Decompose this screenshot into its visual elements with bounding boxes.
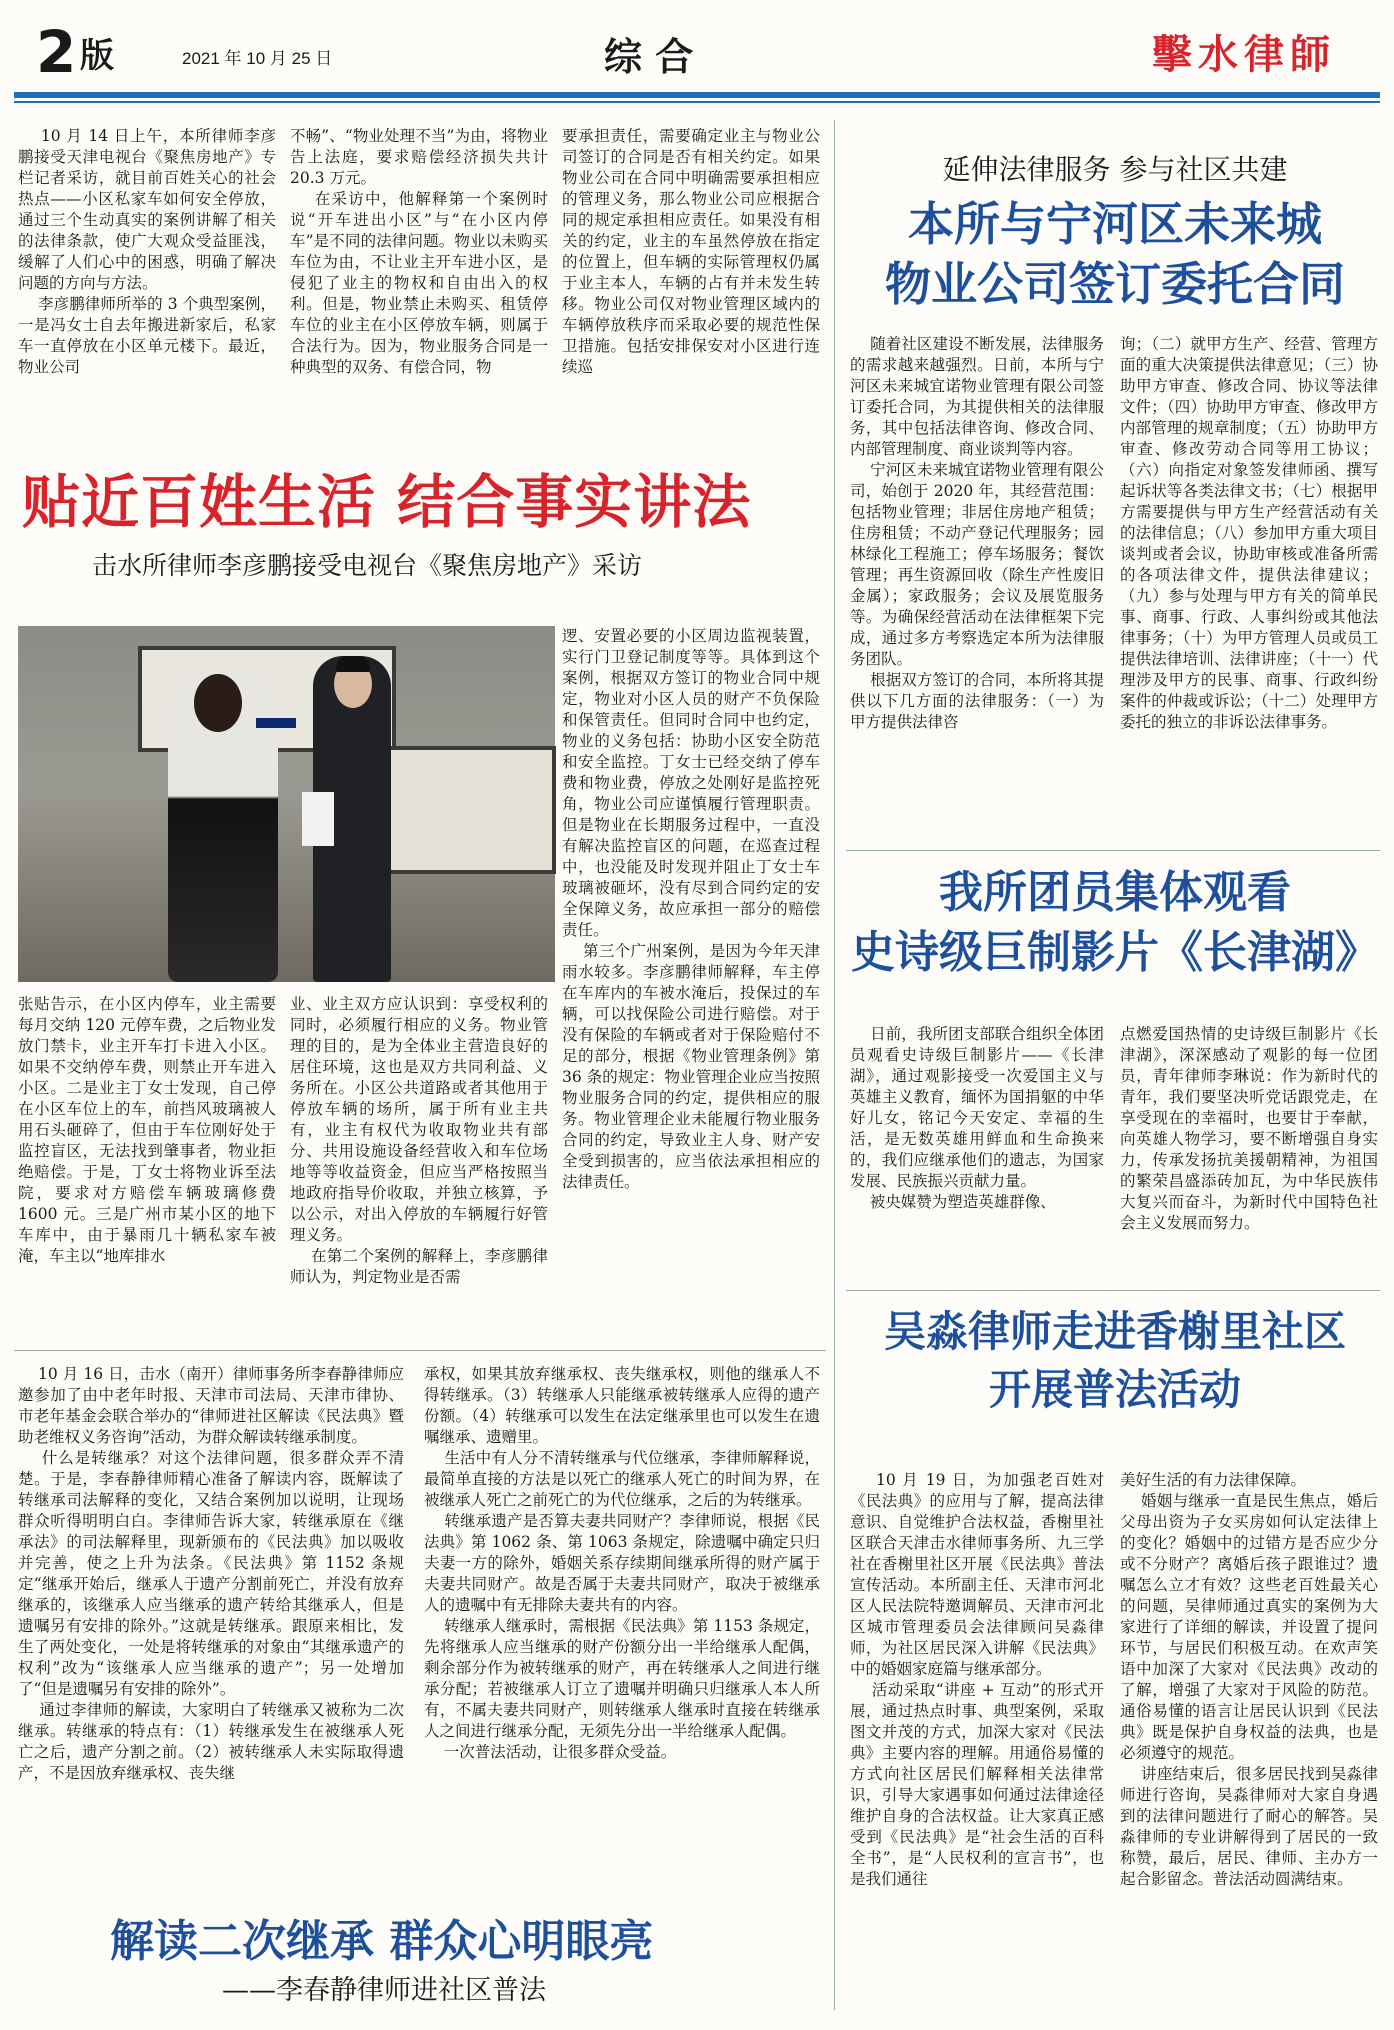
article-inheritance-title: 解读二次继承 群众心明眼亮 bbox=[110, 1916, 654, 1967]
article-inheritance-text-col2: 承权，如果其放弃继承权、丧失继承权，则他的继承人不得转继承。（3）转继承人只能继承被转继承人应得的遗产份额。（4）转继承可以发生在法定继承里也可以发生在遗嘱继承、遗赠里。 生活中有人分不清转继承与代位继承，李律师解释说，最简单直接的方法是以死亡的继承人死亡的时间为界，在被继承人死亡之前死亡的为代位继承，之后的为转继承。 转继承遗产是否算夫妻共同财产？李律师说，根据《民法典》第 1062 条、第 1063 条规定，除遗嘱中确定只归夫妻一方的除外，婚姻关系存续期间继承所得的财产属于夫妻共同财产。故是否属于夫妻共同财产，取决于被继承人的遗嘱中有无排除夫妻共有的内容。 转继承人继承时，需根据《民法典》第 1153 条规定，先将继承人应当继承的财产份额分出一半给继承人配偶，剩余部分作为被转继承的财产，再在转继承人之间进行继承分配；若被继承人订立了遗嘱并明确只归继承人本人所有，不属夫妻共同财产，则转继承人继承时直接在转继承人之间进行继承分配，无须先分出一半给继承人配偶。 一次普法活动，让很多群众受益。 bbox=[424, 1365, 820, 1761]
article-interview-text-right-col: 逻、安置必要的小区周边监视装置，实行门卫登记制度等等。具体到这个案例，根据双方签订的物业合同中规定，物业对小区人员的财产不负保险和保管责任。但同时合同中也约定，物业的义务包括：协助小区安全防范和安全监控。丁女士已经交纳了停车费和物业费，停放之处刚好是监控死角，物业公司应谨慎履行管理职责。但是物业在长期服务过程中，一直没有解决监控盲区的问题，在巡查过程中，也没能及时发现并阻止丁女士车玻璃被砸坏，没有尽到合同约定的安全保障义务，故应承担一部分的赔偿责任。 第三个广州案例，是因为今年天津雨水较多。李彦鹏律师解释，车主停在车库内的车被水淹后，投保过的车辆，可以找保险公司进行赔偿。对于没有保险的车辆或者对于保险赔付不足的部分，根据《物业管理条例》第 36 条的规定：物业管理企业应当按照物业服务合同的约定，提供相应的服务。物业管理企业未能履行物业服务合同的约定，导致业主人身、财产安全受到损害的，应当依法承担相应的法律责任。 bbox=[562, 627, 820, 1191]
article-community-title-line2: 开展普法活动 bbox=[988, 1365, 1241, 1414]
article-interview-subtitle: 击水所律师李彦鹏接受电视台《聚焦房地产》采访 bbox=[92, 551, 643, 580]
article-interview-text-top-col2: 不畅”、“物业处理不当”为由，将物业告上法庭，要求赔偿经济损失共计 20.3 万元。 在采访中，他解释第一个案例时说“开车进出小区”与“在小区内停车”是不同的法律问题。物业以未购买车位为由，不让业主开车进小区，是侵犯了业主的物权和自由出入的权利。但是，物业禁止未购买、租赁停车位的业主在小区停放车辆，则属于合法行为。因为，物业服务合同是一种典型的双务、有偿合同，物 bbox=[290, 127, 548, 376]
masthead-rule-thick bbox=[14, 92, 1380, 98]
section-title: 综 合 bbox=[604, 35, 694, 79]
page-number: 2 bbox=[36, 18, 77, 86]
article-contract-title-line2: 物业公司签订委托合同 bbox=[885, 257, 1345, 311]
article-contract-text-col2: 询；（二）就甲方生产、经营、管理方面的重大决策提供法律意见；（三）协助甲方审查、修改合同、协议等法律文件；（四）协助甲方审查、修改甲方内部管理的规章制度；（五）协助甲方审查、修改劳动合同等用工协议；（六）向指定对象签发律师函、撰写起诉状等各类法律文书；（七）根据甲方需要提供与甲方生产经营活动有关的法律信息；（八）参加甲方重大项目谈判或者会议，协助审核或准备所需的各项法律文件，提供法律建议；（九）参与处理与甲方有关的简单民事、商事、行政、人事纠纷或其他法律事务；（十）为甲方管理人员或员工提供法律培训、法律讲座；（十一）代理涉及甲方的民事、商事、行政纠纷案件的仲裁或诉讼；（十二）处理甲方委托的独立的非诉讼法律事务。 bbox=[1120, 335, 1378, 731]
article-contract-text-col1: 随着社区建设不断发展，法律服务的需求越来越强烈。日前，本所与宁河区未来城宜诺物业管理有限公司签订委托合同，为其提供相关的法律服务，其中包括法律咨询、修改合同、内部管理制度、商业谈判等内容。 宁河区未来城宜诺物业管理有限公司，始创于 2020 年，其经营范围：包括物业管理；非居住房地产租赁；住房租赁；不动产登记代理服务；园林绿化工程施工；停车场服务；餐饮管理；再生资源回收（除生产性废旧金属）；家政服务；会议及展览服务等。为确保经营活动在法律框架下完成，通过多方考察选定本所为法律服务团队。 根据双方签订的合同，本所将其提供以下几方面的法律服务：（一）为甲方提供法律咨 bbox=[850, 335, 1104, 731]
page-unit: 版 bbox=[80, 36, 114, 76]
article-movie-text-col1: 日前，我所团支部联合组织全体团员观看史诗级巨制影片——《长津湖》，通过观影接受一次爱国主义与英雄主义教育，缅怀为国捐躯的中华好儿女，铭记今天安定、幸福的生活，是无数英雄用鲜血和生命换来的，我们应继承他们的遗志，为国家发展、民族振兴贡献力量。 被央媒赞为塑造英雄群像、 bbox=[850, 1025, 1104, 1211]
divider-left-middle bbox=[14, 1350, 826, 1351]
article-movie-title-line1: 我所团员集体观看 bbox=[939, 867, 1291, 918]
article-interview-text-top-col1: 10 月 14 日上午，本所律师李彦鹏接受天津电视台《聚焦房地产》专栏记者采访，就目前百姓关心的社会热点——小区私家车如何安全停放，通过三个生动真实的案例讲解了相关的法律条款，使广大观众受益匪浅，缓解了人们心中的困惑，明确了解决问题的方向与方法。 李彦鹏律师所举的 3 个典型案例，一是冯女士自去年搬进新家后，私家车一直停放在小区单元楼下。最近，物业公司 bbox=[18, 127, 276, 376]
masthead bbox=[14, 20, 1380, 92]
article-interview-title: 贴近百姓生活 结合事实讲法 bbox=[22, 468, 752, 536]
article-interview-text-bottom-col2: 业、业主双方应认识到：享受权利的同时，必须履行相应的义务。物业管理的目的，是为全体业主营造良好的居住环境，这也是双方共同利益、义务所在。小区公共道路或者其他用于停放车辆的场所，属于所有业主共有，业主有权代为收取物业共有部分、共用设施设备经营收入和车位场地等等收益资金，但应当严格按照当地政府指导价收取，并独立核算，予以公示，对出入停放的车辆履行好管理义务。 在第二个案例的解释上，李彦鹏律师认为，判定物业是否需 bbox=[290, 995, 548, 1286]
article-movie-title-line2: 史诗级巨制影片《长津湖》 bbox=[851, 927, 1379, 978]
issue-date: 2021 年 10 月 25 日 bbox=[182, 49, 333, 68]
article-movie-text-col2: 点燃爱国热情的史诗级巨制影片《长津湖》，深深感动了观影的每一位团员，青年律师李琳说：作为新时代的青年，我们要坚决听党话跟党走，在享受现在的幸福时，也要甘于奉献，向英雄人物学习，要不断增强自身实力，传承发扬抗美援朝精神，为祖国的繁荣昌盛添砖加瓦，为中华民族伟大复兴而奋斗，为新时代中国特色社会主义发展而努力。 bbox=[1120, 1025, 1378, 1232]
brand-logo: 擊水律師 bbox=[1152, 31, 1336, 78]
divider-right-2 bbox=[846, 1290, 1380, 1291]
article-community-text-col1: 10 月 19 日，为加强老百姓对《民法典》的应用与了解，提高法律意识、自觉维护合法权益，香榭里社区联合天津击水律师事务所、九三学社在香榭里社区开展《民法典》普法宣传活动。本所副主任、天津市河北区人民法院特邀调解员、天津市河北区城市管理委员会法律顾问吴淼律师，为社区居民深入讲解《民法典》中的婚姻家庭篇与继承部分。 活动采取“讲座 + 互动”的形式开展，通过热点时事、典型案例，采取图文并茂的方式，加深大家对《民法典》主要内容的理解。用通俗易懂的方式向社区居民们解释相关法律常识，引导大家遇事如何通过法律途径维护自身的合法权益。让大家真正感受到《民法典》是“社会生活的百科全书”，是“人民权利的宣言书”，也是我们通往 bbox=[850, 1471, 1104, 1888]
article-interview-text-top-col3: 要承担责任，需要确定业主与物业公司签订的合同是否有相关约定。如果物业公司在合同中明确需要承担相应的管理义务，那么物业公司应根据合同的规定承担相应责任。如果没有相关的约定，业主的车虽然停放在指定的位置上，但车辆的实际管理权仍属于业主本人，车辆的占有并未发生转移。物业公司仅对物业管理区域内的车辆停放秩序而采取必要的规范性保卫措施。包括安排保安对小区进行连续巡 bbox=[562, 127, 820, 376]
divider-vertical-main bbox=[834, 120, 835, 2010]
masthead-rule-thin bbox=[14, 101, 1380, 103]
interview-photo bbox=[18, 626, 555, 982]
article-community-text-col2: 美好生活的有力法律保障。 婚姻与继承一直是民生焦点，婚后父母出资为子女买房如何认定法律上的变化？婚姻中的过错方是否应少分或不分财产？离婚后孩子跟谁过？遗嘱怎么立才有效？这些老百姓最关心的问题，吴律师通过真实的案例为大家进行了详细的解读，并设置了提问环节，与居民们积极互动。在欢声笑语中加深了大家对《民法典》改动的了解，增强了大家对于风险的防范。通俗易懂的语言让居民认识到《民法典》既是保护自身权益的法典，也是必须遵守的规范。 讲座结束后，很多居民找到吴淼律师进行咨询，吴淼律师对大家自身遇到的法律问题进行了耐心的解答。吴淼律师的专业讲解得到了居民的一致称赞，最后，居民、律师、主办方一起合影留念。普法活动圆满结束。 bbox=[1120, 1471, 1378, 1888]
article-contract-kicker: 延伸法律服务 参与社区共建 bbox=[942, 153, 1288, 186]
article-community-title-line1: 吴淼律师走进香榭里社区 bbox=[883, 1307, 1346, 1356]
article-inheritance-text-col1: 10 月 16 日，击水（南开）律师事务所李春静律师应邀参加了由中老年时报、天津市司法局、天津市律协、市老年基金会联合举办的“律师进社区解读《民法典》暨助老维权义务咨询”活动，为群众解读转继承制度。 什么是转继承？对这个法律问题，很多群众弄不清楚。于是，李春静律师精心准备了解读内容，既解读了转继承司法解释的变化，又结合案例加以说明，让现场群众听得明明白白。李律师告诉大家，转继承原在《继承法》的司法解释里，现新颁布的《民法典》加以吸收并完善，使之上升为法条。《民法典》第 1152 条规定“继承开始后，继承人于遗产分割前死亡，并没有放弃继承的，该继承人应当继承的遗产转给其继承人，但是遗嘱另有安排的除外。”这就是转继承。跟原来相比，发生了两处变化，一处是将转继承的对象由“其继承遗产的权利”改为“该继承人应当继承的遗产”；另一处增加了“但是遗嘱另有安排的除外”。 通过李律师的解读，大家明白了转继承又被称为二次继承。转继承的特点有：（1）转继承发生在被继承人死亡之后，遗产分割之前。（2）被转继承人未实际取得遗产，不是因放弃继承权、丧失继 bbox=[18, 1365, 404, 1782]
divider-right-1 bbox=[846, 850, 1380, 851]
article-contract-title-line1: 本所与宁河区未来城 bbox=[908, 197, 1322, 251]
article-inheritance-subtitle: ——李春静律师进社区普法 bbox=[222, 1975, 546, 2006]
article-interview-text-bottom-col1: 张贴告示，在小区内停车，业主需要每月交纳 120 元停车费，之后物业发放门禁卡，业主开车打卡进入小区。如果不交纳停车费，则禁止开车进入小区。二是业主丁女士发现，自己停在小区车位上的车，前挡风玻璃被人用石头砸碎了，但由于车位刚好处于监控盲区，无法找到肇事者，物业拒绝赔偿。于是，丁女士将物业诉至法院，要求对方赔偿车辆玻璃修费 1600 元。三是广州市某小区的地下车库中，由于暴雨几十辆私家车被淹，车主以“地库排水 bbox=[18, 995, 281, 1265]
